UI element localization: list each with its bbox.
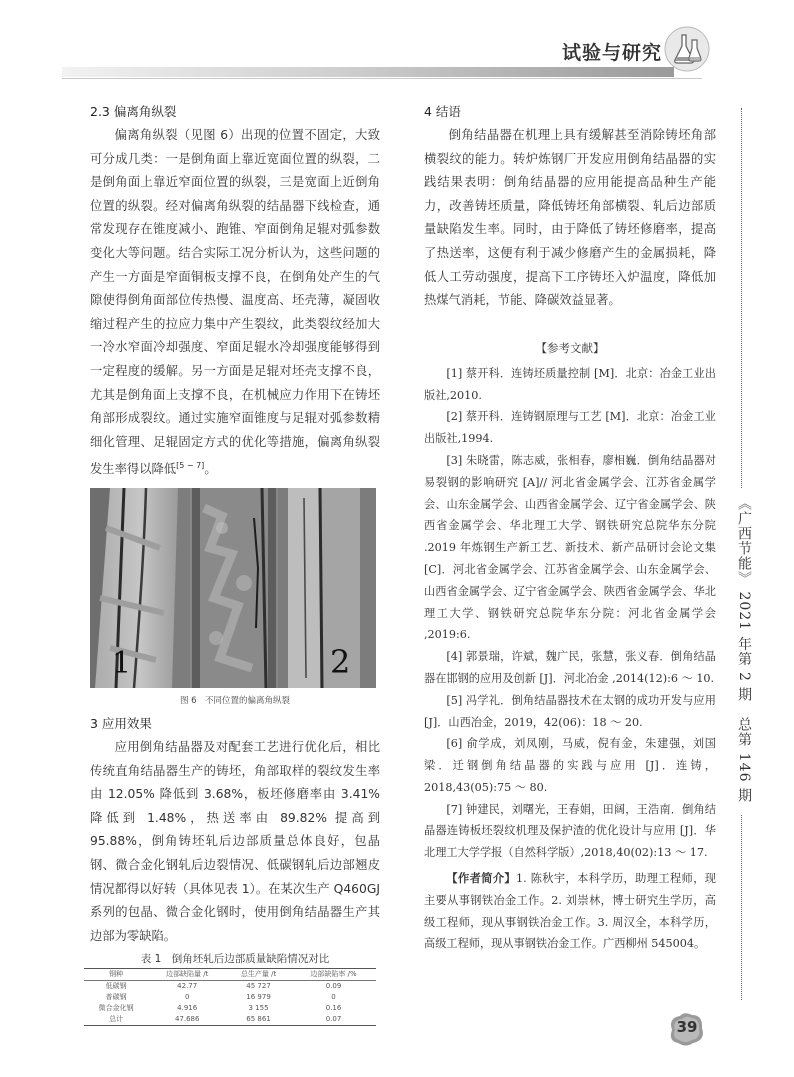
table-header-cell: 总生产量 /t — [240, 970, 277, 979]
table-cell: 微合金化钢 — [98, 1004, 134, 1013]
section-2-3-text: 偏离角纵裂（见图 6）出现的位置不固定，大致可分成几类：一是倒角面上靠近宽面位置的纵裂，二是倒角面上靠近窄面位置的纵裂，三是宽面上近倒角位置的纵裂。经对偏离角纵裂的结晶器下线检查，通常发现存在锥度减小、跑锥、窄面倒角足辊对弧参数变化大等问题。结合实际工况分析认为，这些问题的产生一方面是窄面铜板支撑不良，在倒角处产生的气隙使得倒角面部位传热慢、温度高、坯壳薄，凝固收缩过程产生的拉应力集中产生裂纹，此类裂纹经加大一冷水窄面冷却强度、窄面足辊水冷却强度能够得到一定程度的缓解。另一方面是足辊对坯壳支撑不良，尤其是倒角面上支撑不良，在机械应力作用下在铸坯角部形成裂纹。通过实施窄面锥度与足辊对弧参数精细化管理、足辊固定方式的优化等措施，偏离角纵裂发生率得以降低 — [90, 128, 380, 477]
header-bar — [62, 67, 674, 77]
crack-photo-2 — [192, 488, 276, 688]
table-1-title: 表 1 倒角坯轧后边部质量缺陷情况对比 — [140, 953, 330, 966]
right-column — [424, 100, 716, 955]
section-title: 试验与研究 — [562, 42, 663, 64]
section-3-paragraph: 应用倒角结晶器及对配套工艺进行优化后，相比传统直角结晶器生产的铸坯，角部取样的裂纹发生率由 12.05% 降低到 3.68%，板坯修磨率由 3.41% 降低到 1.48%，热送率由 89.82% 提高到 95.88%，倒角铸坯轧后边部质量总体良好，包晶钢、微合金化钢轧后边裂情况、低碳钢轧后边部翘皮情况都得以好转（具体见表 1）。在某次生产 Q460GJ 系列的包晶、微合金化钢时，使用倒角结晶器生产其边部为零缺陷。 — [90, 740, 380, 943]
table-cell: 0 — [331, 993, 336, 1002]
author-bio-text: 1. 陈秋宇，本科学历，助理工程师，现主要从事钢铁冶金工作。2. 刘崇林，博士研究生学历，高级工程师，现从事钢铁冶金工作。3. 周汉全，本科学历，高级工程师，现从事钢铁冶金工作。广西柳州 545004。 — [424, 872, 716, 951]
header-divider — [62, 78, 702, 79]
table-cell: 4.916 — [177, 1004, 198, 1013]
side-dotted-line-top — [741, 108, 742, 488]
table-header-cell: 边部缺陷率 /% — [310, 970, 357, 979]
table-cell: 0.07 — [325, 1015, 342, 1024]
references-title: 【参考文献】 — [535, 340, 605, 355]
section-2-3-title: 2.3 偏离角纵裂 — [90, 104, 177, 119]
reference-item: [6] 俞学成，刘凤刚，马威，倪有金，朱建强，刘国梁．迁钢倒角结晶器的实践与应用 [J]．连铸，2018,43(05):75 ～ 80. — [424, 737, 716, 794]
table-cell: 低碳钢 — [105, 982, 127, 991]
reference-item: [2] 蔡开科．连铸钢原理与工艺 [M]．北京：冶金工业出版社,1994. — [424, 410, 716, 446]
table-row — [84, 1014, 376, 1026]
figure-6-caption: 图 6 不同位置的偏离角纵裂 — [179, 696, 291, 706]
crack-photo-1 — [90, 488, 190, 688]
side-dotted-line-bottom — [741, 815, 742, 1000]
figure-6-photos — [90, 488, 376, 688]
table-header-cell: 钢种 — [109, 970, 124, 979]
crack-photo-3 — [278, 488, 376, 688]
table-cell: 0.16 — [325, 1004, 342, 1013]
photo-label-2: 2 — [330, 643, 351, 681]
table-cell: 45 727 — [246, 982, 271, 991]
photo-label-1: 1 — [112, 646, 132, 681]
citation: [5 − 7] — [176, 461, 205, 471]
flask-icon — [664, 26, 710, 72]
table-row — [84, 992, 376, 1003]
section-3-title: 3 应用效果 — [90, 716, 152, 731]
table-row — [84, 981, 376, 993]
table-cell: 0 — [184, 993, 190, 1002]
table-cell: 总计 — [109, 1015, 124, 1024]
table-cell: 47.686 — [174, 1015, 200, 1024]
table-header-row — [84, 969, 376, 981]
table-cell: 65 861 — [246, 1015, 271, 1024]
table-cell: 16 979 — [246, 993, 271, 1002]
table-cell: 0.09 — [325, 982, 342, 991]
table-cell: 42.77 — [177, 982, 198, 991]
author-bio — [424, 868, 716, 955]
table-row — [84, 1003, 376, 1014]
left-column — [90, 100, 380, 1026]
section-4-paragraph: 倒角结晶器在机理上具有缓解甚至消除铸坯角部横裂纹的能力。转炉炼钢厂开发应用倒角结晶器的实践结果表明：倒角结晶器的应用能提高品种生产能力，改善铸坯质量，降低铸坯角部横裂、轧后边部质量缺陷发生率。同时，由于降低了铸坯修磨率，提高了热送率，这便有利于减少修磨产生的金属损耗，降低人工劳动强度，提高下工序铸坯入炉温度，降低加热煤气消耗，节能、降碳效益显著。 — [424, 128, 716, 308]
page-number: 39 — [676, 1018, 698, 1036]
table-cell: 普碳钢 — [105, 993, 127, 1002]
reference-item: [5] 冯学礼．倒角结晶器技术在太钢的成功开发与应用 [J]．山西冶金，2019，42(06)：18 ～ 20. — [424, 693, 716, 729]
reference-item: [4] 郭景瑞，许斌，魏广民，张慧，张义春．倒角结晶器在邯钢的应用及创新 [J]．河北冶金 ,2014(12):6 ～ 10. — [424, 650, 716, 685]
section-4-title: 4 结语 — [424, 104, 461, 119]
reference-item: [7] 钟建民，刘曙光，王春娟，田阔，王浩南．倒角结晶器连铸板坯裂纹机理及保护渣的优化设计与应用 [J]．华北理工大学学报（自然科学版）,2018,40(02):13 ～ 17. — [424, 802, 716, 860]
reference-item: [3] 朱晓雷，陈志威，张相春，廖相巍．倒角结晶器对易裂钢的影响研究 [A]// 河北省金属学会、江苏省金属学会、山东金属学会、山西省金属学会、辽宁省金属学会、陕西省金属学会、华北理工大学、钢铁研究总院华东分院 .2019 年炼钢生产新工艺、新技术、新产品研讨会论文集 [C]．河北省金属学会、江苏省金属学会、山东金属学会、山西省金属学会、辽宁省金属学会、陕西省金属学会、华北理工大学、钢铁研究总院华东分院：河北省金属学会 ,2019:6. — [424, 453, 716, 642]
journal-issue-info: 《广西节能》 2021 年第 2 期 总第 146 期 — [736, 496, 752, 803]
reference-item: [1] 蔡开科．连铸坯质量控制 [M]．北京：冶金工业出版社,2010. — [424, 366, 716, 402]
table-1 — [84, 968, 376, 1026]
author-bio-label: 【作者简介】 — [446, 871, 517, 886]
table-header-cell: 边部缺陷量 /t — [166, 970, 209, 979]
section-2-3-end: 。 — [204, 462, 217, 477]
table-cell: 3 155 — [248, 1004, 269, 1013]
section-2-3-paragraph — [90, 124, 380, 482]
